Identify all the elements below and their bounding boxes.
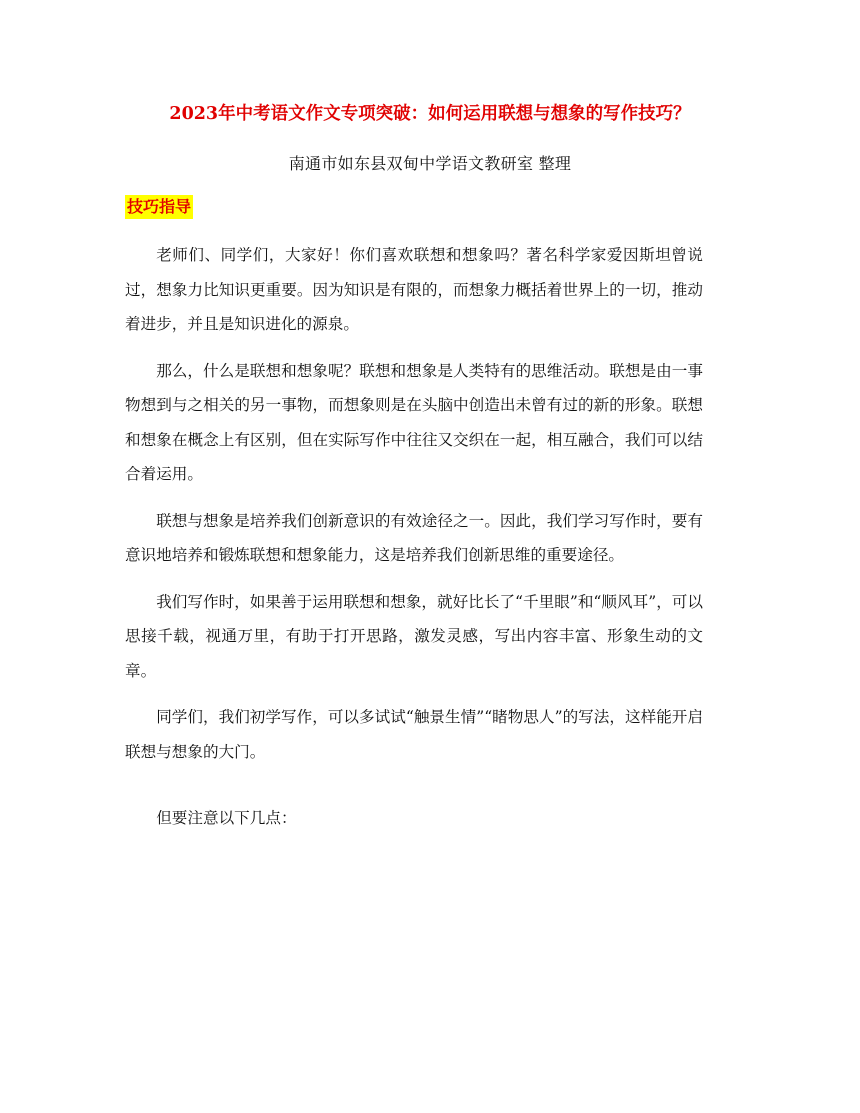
body-text xyxy=(125,238,703,848)
paragraph: 老师们、同学们，大家好！你们喜欢联想和想象吗？著名科学家爱因斯坦曾说过，想象力比知识更重要。因为知识是有限的，而想象力概括着世界上的一切，推动着进步，并且是知识进化的源泉。 xyxy=(125,246,703,333)
page-title: 2023年中考语文作文专项突破：如何运用联想与想象的写作技巧？ xyxy=(169,104,691,124)
paragraph: 但要注意以下几点： xyxy=(156,809,297,827)
section-heading-highlighted: 技巧指导 xyxy=(125,195,193,219)
paragraph: 同学们，我们初学写作，可以多试试“触景生情”“睹物思人”的写法，这样能开启联想与想象的大门。 xyxy=(125,708,703,761)
author-line: 南通市如东县双甸中学语文教研室 整理 xyxy=(288,154,572,173)
paragraph: 我们写作时，如果善于运用联想和想象，就好比长了“千里眼”和“顺风耳”，可以思接千载，视通万里，有助于打开思路，激发灵感，写出内容丰富、形象生动的文章。 xyxy=(125,592,703,680)
paragraph: 联想与想象是培养我们创新意识的有效途径之一。因此，我们学习写作时，要有意识地培养和锻炼联想和想象能力，这是培养我们创新思维的重要途径。 xyxy=(125,511,703,564)
paragraph: 那么，什么是联想和想象呢？联想和想象是人类特有的思维活动。联想是由一事物想到与之相关的另一事物，而想象则是在头脑中创造出未曾有过的新的形象。联想和想象在概念上有区别，但在实际写作中往往又交织在一起，相互融合，我们可以结合着运用。 xyxy=(125,361,703,483)
